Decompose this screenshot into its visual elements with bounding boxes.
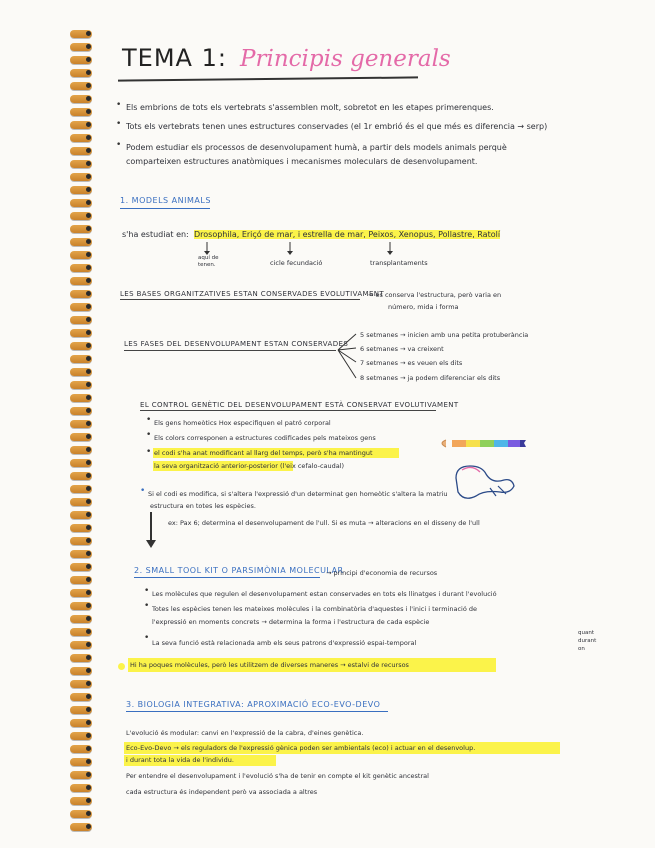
binding-hole — [86, 239, 91, 244]
binding-hole — [86, 44, 91, 49]
binding-hole — [86, 421, 91, 426]
eco-item-4: Per entendre el desenvolupament i l'evolució s'ha de tenir en compte el kit genètic ancestral — [126, 772, 429, 780]
week-7: 7 setmanes → es veuen els dits — [360, 359, 463, 367]
binding-hole — [86, 746, 91, 751]
section-2-note: → principi d'economia de recursos — [326, 569, 438, 577]
binding-hole — [86, 317, 91, 322]
spiral-binding — [0, 0, 92, 848]
binding-hole — [86, 473, 91, 478]
binding-hole — [86, 330, 91, 335]
bases-text-2: número, mida i forma — [388, 303, 459, 311]
binding-hole — [86, 161, 91, 166]
control-item-3: el codi s'ha anat modificant al llarg del temps, però s'ha mantingut — [154, 449, 373, 457]
binding-hole — [86, 707, 91, 712]
binding-hole — [86, 148, 91, 153]
bullet-dot: • — [144, 601, 150, 611]
toolkit-item-3: l'expressió en moments concrets → determina la forma i l'estructura de cada espècie — [152, 618, 430, 626]
mutation-arrow-head — [110, 0, 170, 560]
section-3-underline — [126, 711, 388, 712]
binding-hole — [86, 824, 91, 829]
intro-line-2: Tots els vertebrats tenen unes estructures conservades (el 1r embrió és el que més es diferencia → serp) — [126, 122, 548, 131]
binding-hole — [86, 525, 91, 530]
binding-hole — [86, 694, 91, 699]
bullet-dot: • — [144, 633, 150, 643]
section-2-underline — [134, 577, 320, 578]
mutation-line-2: estructura en totes les espècies. — [150, 502, 256, 510]
binding-hole — [86, 252, 91, 257]
binding-hole — [86, 109, 91, 114]
binding-hole — [86, 551, 91, 556]
binding-hole — [86, 772, 91, 777]
bullet-dot: • — [116, 119, 122, 129]
binding-hole — [86, 590, 91, 595]
note-transplantaments: transplantaments — [370, 259, 428, 267]
week-8: 8 setmanes → ja podem diferenciar els dits — [360, 374, 501, 382]
binding-hole — [86, 57, 91, 62]
section-3-heading: 3. BIOLOGIA INTEGRATIVA: APROXIMACIÓ ECO-EVO-DEVO — [126, 700, 381, 709]
binding-hole — [86, 174, 91, 179]
bullet-dot: • — [146, 447, 152, 457]
binding-hole — [86, 616, 91, 621]
control-item-2: Els colors corresponen a estructures codificades pels mateixos gens — [154, 434, 376, 442]
binding-hole — [86, 538, 91, 543]
binding-hole — [86, 278, 91, 283]
binding-hole — [86, 395, 91, 400]
side-note-quant: quant — [578, 630, 594, 636]
binding-hole — [86, 512, 91, 517]
week-6: 6 setmanes → va creixent — [360, 345, 444, 353]
binding-hole — [86, 356, 91, 361]
bases-text-1: → es conserva l'estructura, però varia en — [368, 291, 502, 299]
binding-hole — [86, 70, 91, 75]
control-label: EL CONTROL GENÈTIC DEL DESENVOLUPAMENT ESTÀ CONSERVAT EVOLUTIVAMENT — [140, 401, 459, 409]
control-item-4: la seva organització anterior-posterior (l'eix cefalo-caudal) — [154, 462, 345, 470]
binding-hole — [86, 447, 91, 452]
studied-list-text: Drosophila, Eriçó de mar, i estrella de mar, Peixos, Xenopus, Pollastre, Ratolí — [194, 230, 501, 239]
bullet-dot: • — [146, 415, 152, 425]
section-2-heading: 2. SMALL TOOL KIT O PARSIMÒNIA MOLECULAR — [134, 566, 344, 575]
side-note-durant: durant — [578, 638, 597, 644]
section-1-heading: 1. MODELS ANIMALS — [120, 196, 211, 205]
binding-hole — [86, 200, 91, 205]
binding-hole — [86, 460, 91, 465]
side-note-on: on — [578, 646, 585, 652]
binding-hole — [86, 655, 91, 660]
binding-hole — [86, 642, 91, 647]
binding-hole — [86, 486, 91, 491]
binding-hole — [86, 759, 91, 764]
intro-line-4: comparteixen estructures anatòmiques i mecanismes moleculars de desenvolupament. — [126, 157, 478, 166]
binding-hole — [86, 31, 91, 36]
binding-hole — [86, 213, 91, 218]
binding-hole — [86, 629, 91, 634]
eco-item-1: L'evolució és modular: canvi en l'expressió de la cabra, d'eines genètica. — [126, 729, 364, 737]
binding-hole — [86, 122, 91, 127]
eco-item-2: Eco-Evo-Devo → els reguladors de l'expressió gènica poden ser ambientals (eco) i actuar en el desenvolup. — [126, 744, 476, 752]
example-pax6: ex: Pax 6; determina el desenvolupament de l'ull. Si es muta → alteracions en el disseny de l'ull — [168, 519, 480, 527]
binding-hole — [86, 577, 91, 582]
toolkit-item-2: Totes les espècies tenen les mateixes molècules i la combinatòria d'aquestes i l'inici i terminació de — [152, 605, 478, 613]
binding-hole — [86, 668, 91, 673]
binding-hole — [86, 681, 91, 686]
binding-hole — [86, 96, 91, 101]
toolkit-item-4: La seva funció està relacionada amb els seus patrons d'expressió espai-temporal — [152, 639, 417, 647]
binding-hole — [86, 603, 91, 608]
bullet-dot: • — [116, 140, 122, 150]
notes-content — [110, 0, 640, 848]
highlight-bullet — [118, 663, 125, 670]
fases-label: LES FASES DEL DESENVOLUPAMENT ESTAN CONSERVADES — [124, 340, 349, 348]
binding-hole — [86, 798, 91, 803]
binding-hole — [86, 83, 91, 88]
binding-hole — [86, 226, 91, 231]
bullet-dot: • — [116, 100, 122, 110]
binding-hole — [86, 187, 91, 192]
eco-item-3: i durant tota la vida de l'individu. — [126, 756, 234, 764]
binding-hole — [86, 408, 91, 413]
binding-hole — [86, 369, 91, 374]
mutation-line-1: Si el codi es modifica, si s'altera l'expressió d'un determinat gen homeòtic s'altera la matriu — [148, 490, 448, 498]
note-aqui: aquí de — [198, 255, 219, 261]
studied-prefix: s'ha estudiat en: — [122, 230, 189, 239]
bullet-dot: • — [144, 586, 150, 596]
title-main: TEMA 1: — [122, 44, 227, 72]
binding-hole — [86, 733, 91, 738]
note-aqui-2: tenen. — [198, 262, 216, 268]
binding-hole — [86, 304, 91, 309]
hox-illustration — [110, 0, 640, 520]
control-item-1: Els gens homeòtics Hox especifiquen el patró corporal — [154, 419, 331, 427]
title-accent: Principis generals — [240, 46, 451, 72]
binding-hole — [86, 720, 91, 725]
binding-hole — [86, 382, 91, 387]
intro-line-1: Els embrions de tots els vertebrats s'assemblen molt, sobretot en les etapes primerenques. — [126, 103, 494, 112]
binding-hole — [86, 343, 91, 348]
week-5: 5 setmanes → inicien amb una petita protuberància — [360, 331, 529, 339]
binding-hole — [86, 135, 91, 140]
note-cicle: cicle fecundació — [270, 259, 323, 267]
bases-label: LES BASES ORGANITZATIVES ESTAN CONSERVADES EVOLUTIVAMENT — [120, 290, 385, 298]
binding-hole — [86, 785, 91, 790]
intro-line-3: Podem estudiar els processos de desenvolupament humà, a partir dels models animals perquè — [126, 143, 507, 152]
bullet-dot: • — [140, 486, 146, 496]
binding-hole — [86, 291, 91, 296]
toolkit-item-5: Hi ha poques molècules, però les utilitzem de diverses maneres → estalvi de recursos — [130, 661, 409, 669]
binding-hole — [86, 811, 91, 816]
eco-item-5: cada estructura és independent però va associada a altres — [126, 788, 318, 796]
binding-hole — [86, 564, 91, 569]
binding-hole — [86, 265, 91, 270]
bullet-dot: • — [146, 430, 152, 440]
toolkit-item-1: Les molècules que regulen el desenvolupament estan conservades en tots els llinatges i durant l'evolució — [152, 590, 497, 598]
binding-hole — [86, 499, 91, 504]
binding-hole — [86, 434, 91, 439]
